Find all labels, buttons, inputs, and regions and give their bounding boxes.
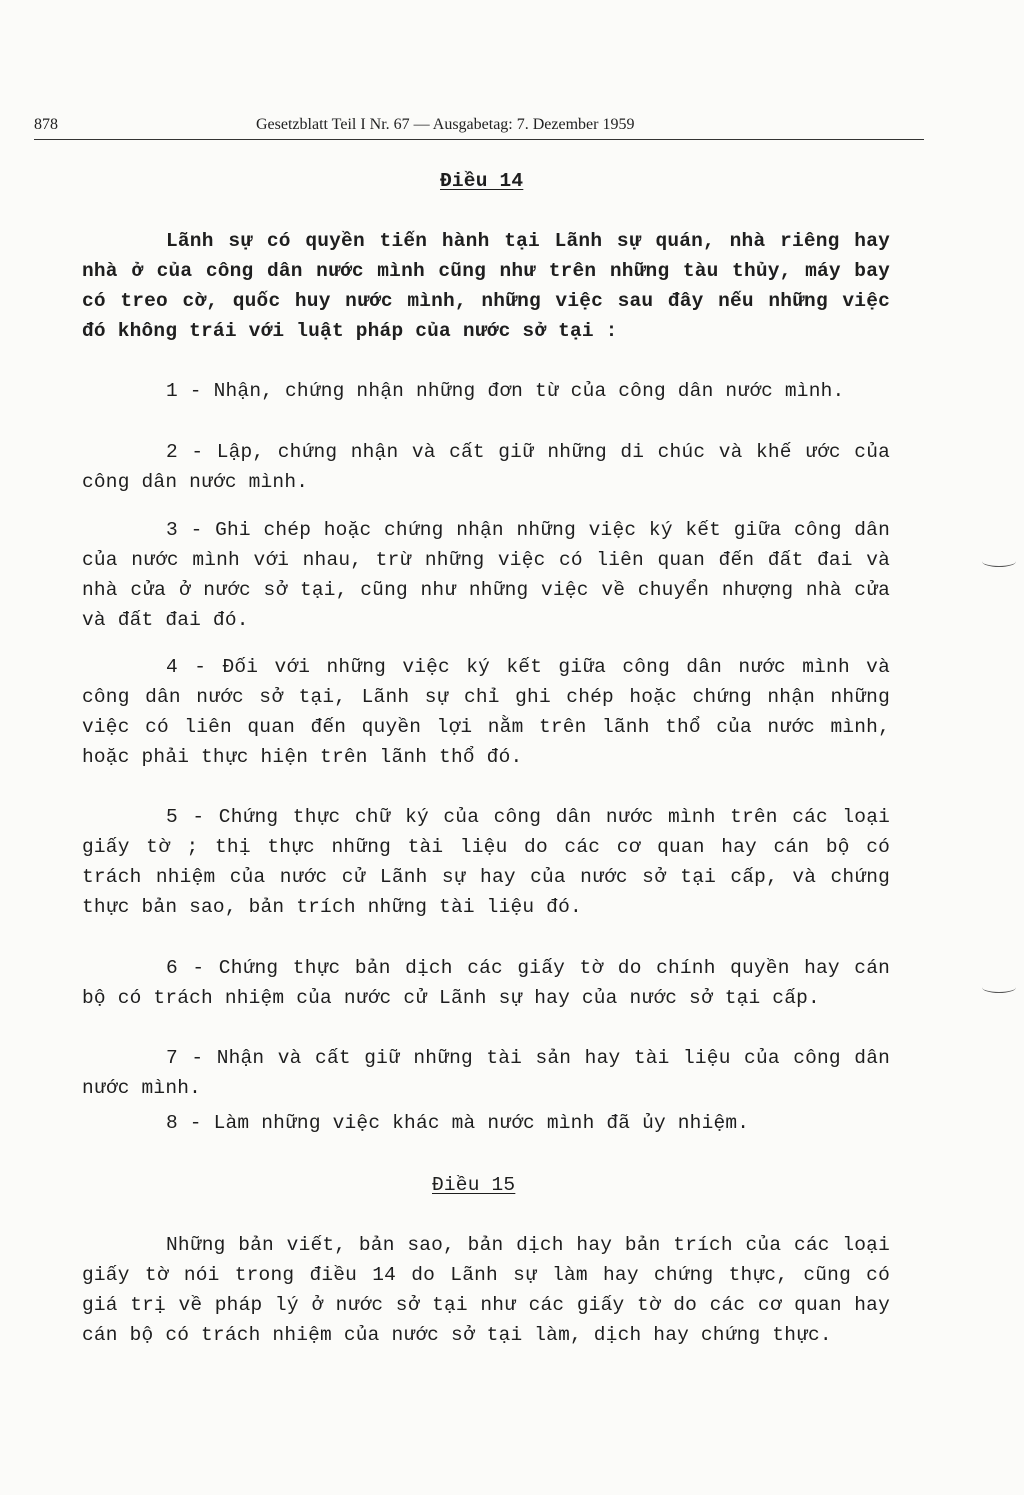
margin-mark (982, 556, 1016, 567)
article-14-item-3: 3 - Ghi chép hoặc chứng nhận những việc ký kết giữa công dân của nước mình với nhau, trừ những việc có liên quan đến đất đai và nhà cửa ở nước sở tại, cũng như những việc về chuyển nhượng nhà cửa và đất đai đó. (82, 519, 890, 631)
page-header (34, 116, 924, 140)
article-14-title: Điều 14 (440, 170, 524, 192)
article-14-item-1: 1 - Nhận, chứng nhận những đơn từ của công dân nước mình. (166, 380, 845, 402)
article-14-item-2: 2 - Lập, chứng nhận và cất giữ những di chúc và khế ước của công dân nước mình. (82, 441, 890, 493)
article-14-item-5: 5 - Chứng thực chữ ký của công dân nước mình trên các loại giấy tờ ; thị thực những tài liệu do các cơ quan hay cán bộ có trách nhiệm của nước cử Lãnh sự hay của nước sở tại cấp, và chứng thực bản sao, bản trích những tài liệu đó. (82, 806, 890, 918)
margin-mark (982, 982, 1016, 993)
article-14-item-8: 8 - Làm những việc khác mà nước mình đã ủy nhiệm. (166, 1112, 750, 1134)
article-14-intro: Lãnh sự có quyền tiến hành tại Lãnh sự quán, nhà riêng hay nhà ở của công dân nước mình cũng như trên những tàu thủy, máy bay có treo cờ, quốc huy nước mình, những việc sau đây nếu những việc đó không trái với luật pháp của nước sở tại : (82, 230, 890, 342)
article-15-text: Những bản viết, bản sao, bản dịch hay bản trích của các loại giấy tờ nói trong điều 14 do Lãnh sự làm hay chứng thực, cũng có giá trị về pháp lý ở nước sở tại như các giấy tờ do các cơ quan hay cán bộ có trách nhiệm của nước sở tại làm, dịch hay chứng thực. (82, 1234, 890, 1346)
article-14-item-6: 6 - Chứng thực bản dịch các giấy tờ do chính quyền hay cán bộ có trách nhiệm của nước cử Lãnh sự hay của nước sở tại cấp. (82, 957, 890, 1009)
page-number: 878 (34, 116, 58, 133)
running-title: Gesetzblatt Teil I Nr. 67 — Ausgabetag: 7. Dezember 1959 (256, 116, 635, 133)
article-14-item-4: 4 - Đối với những việc ký kết giữa công dân nước mình và công dân nước sở tại, Lãnh sự chỉ ghi chép hoặc chứng nhận những việc có liên quan đến quyền lợi nằm trên lãnh thổ của nước mình, hoặc phải thực hiện trên lãnh thổ đó. (82, 656, 890, 768)
article-14-item-7: 7 - Nhận và cất giữ những tài sản hay tài liệu của công dân nước mình. (82, 1047, 890, 1099)
article-15-title: Điều 15 (432, 1174, 516, 1196)
header-rule (34, 139, 924, 140)
